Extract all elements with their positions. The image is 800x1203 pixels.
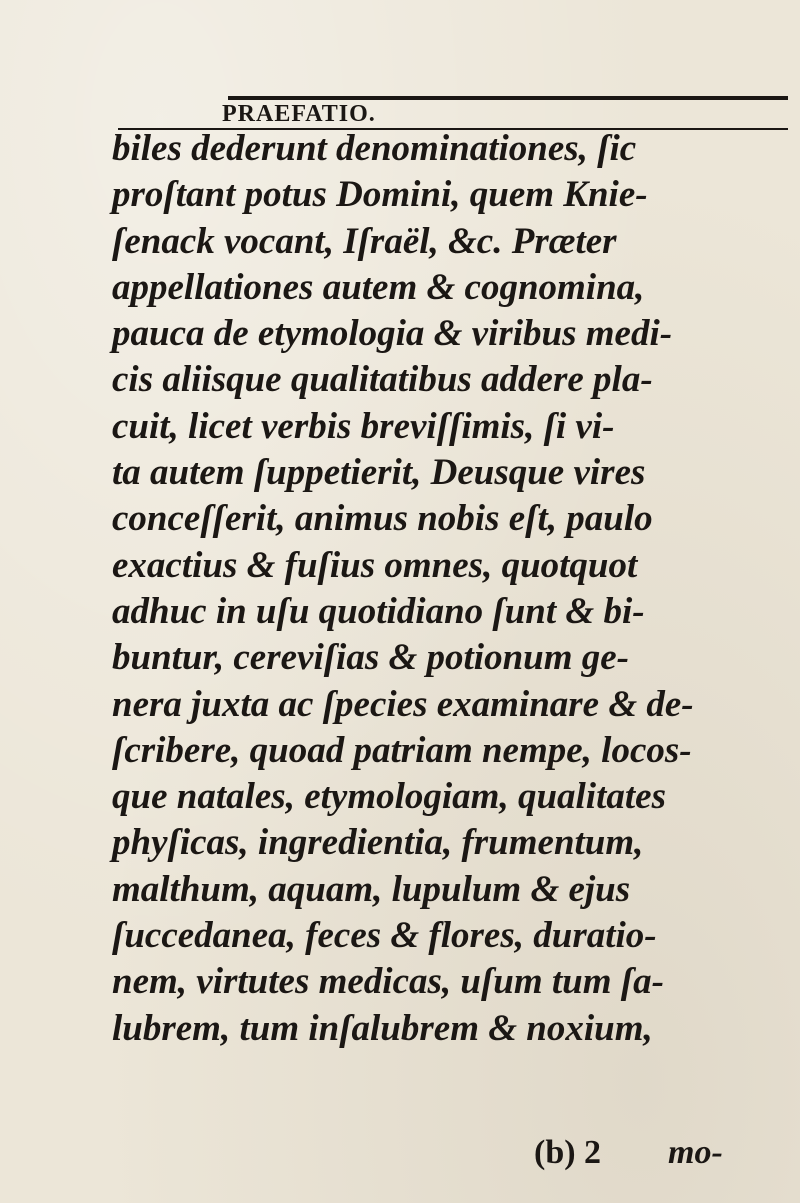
text-line: ſcribere, quoad patriam nempe, locos- [112, 729, 692, 771]
text-line: cis aliisque qualitatibus addere pla- [112, 359, 653, 401]
body-text [112, 126, 792, 1052]
text-line: exactius & fuſius omnes, quotquot [112, 544, 638, 586]
text-line: conceſſerit, animus nobis eſt, paulo [112, 498, 653, 540]
text-line: nera juxta ac ſpecies examinare & de- [112, 683, 694, 725]
signature-mark: (b) 2 [534, 1134, 602, 1171]
text-line: ſenack vocant, Iſraël, &c. Præter [112, 220, 617, 262]
text-line: proſtant potus Domini, quem Knie- [112, 174, 648, 216]
text-line: appellationes autem & cognomina, [112, 266, 645, 308]
text-line: ſuccedanea, feces & flores, duratio- [112, 915, 657, 957]
text-line: adhuc in uſu quotidiano ſunt & bi- [112, 590, 645, 632]
page-footer [112, 1133, 792, 1173]
running-head: PRAEFATIO. [222, 101, 376, 127]
text-line: malthum, aquam, lupulum & ejus [112, 868, 631, 910]
catchword: mo- [668, 1134, 723, 1171]
text-line: cuit, licet verbis breviſſimis, ſi vi- [112, 405, 615, 447]
text-line: que natales, etymologiam, qualitates [112, 776, 666, 818]
text-line: pauca de etymologia & viribus medi- [112, 313, 673, 355]
text-line: nem, virtutes medicas, uſum tum ſa- [112, 961, 664, 1003]
text-line: phyſicas, ingredientia, frumentum, [112, 822, 644, 864]
text-line: lubrem, tum inſalubrem & noxium, [112, 1007, 653, 1049]
text-line: biles dederunt denominationes, ſic [112, 128, 637, 169]
text-line: ta autem ſuppetierit, Deusque vires [112, 452, 646, 494]
text-line: buntur, cereviſias & potionum ge- [112, 637, 630, 679]
